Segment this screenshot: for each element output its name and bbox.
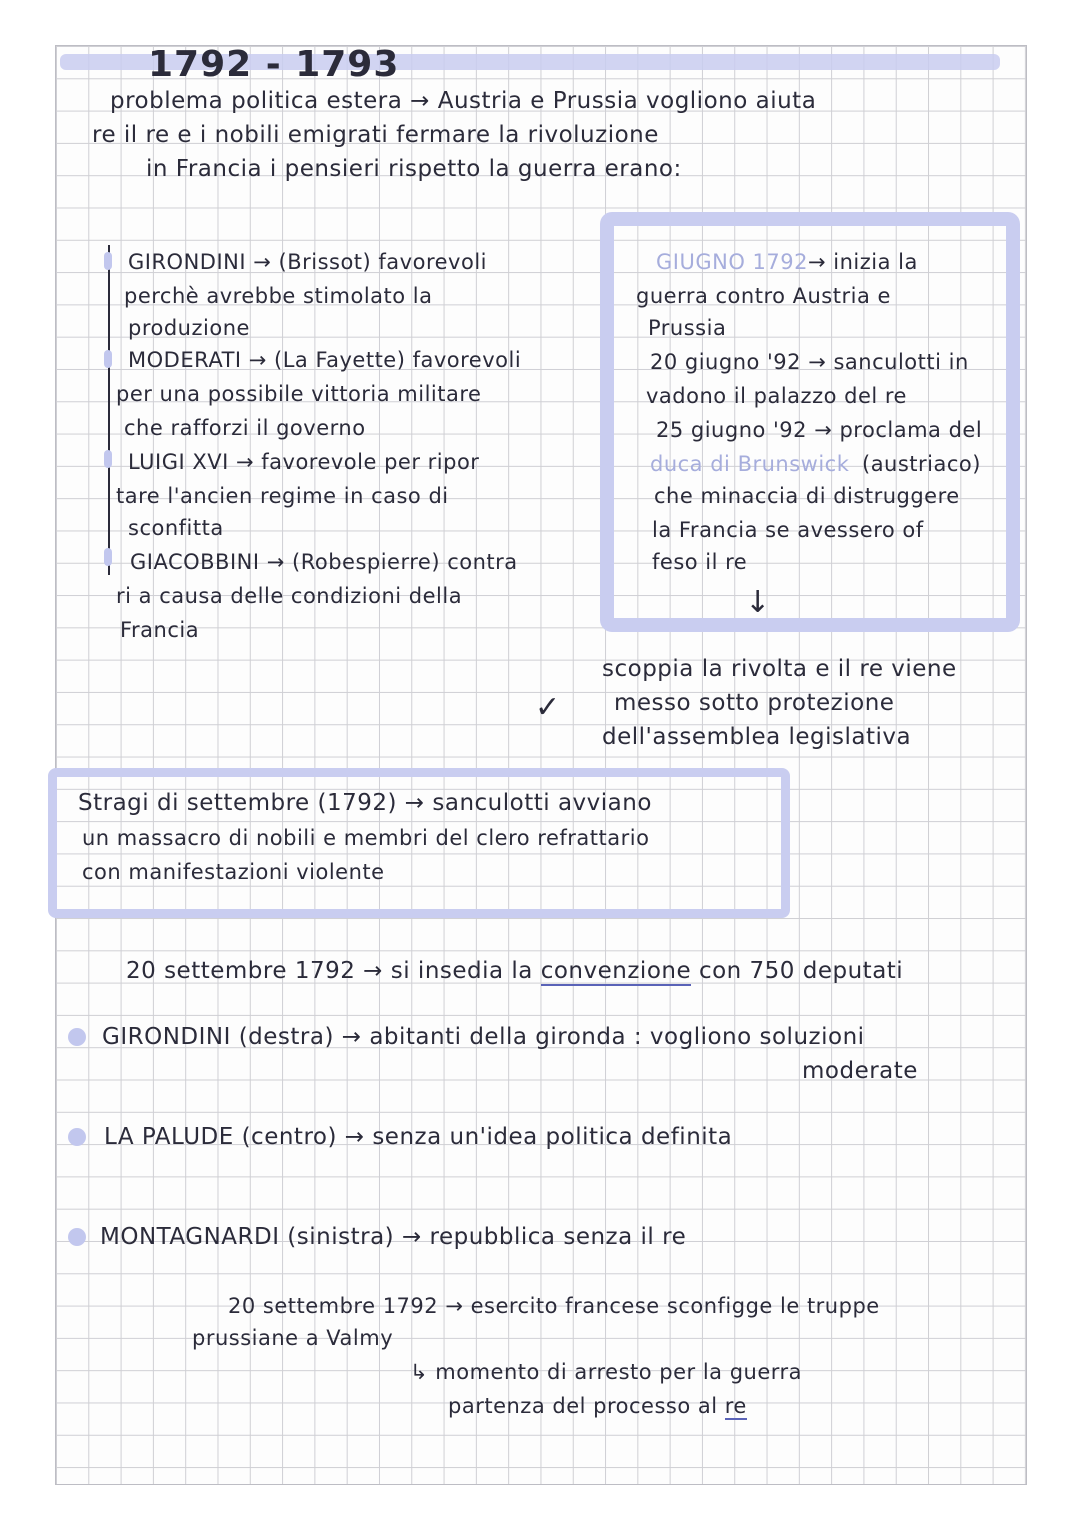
right-line-3: Prussia bbox=[648, 316, 727, 340]
left-line-3: produzione bbox=[128, 316, 250, 340]
left-line-10: GIACOBBINI → (Robespierre) contra bbox=[130, 550, 518, 574]
valmy-line-3: ↳ momento di arresto per la guerra bbox=[410, 1360, 803, 1384]
right-line-4: 20 giugno '92 → sanculotti in bbox=[650, 350, 969, 374]
bullet bbox=[104, 350, 112, 368]
right-line-10: feso il re bbox=[652, 550, 748, 574]
left-line-7: LUIGI XVI → favorevole per ripor bbox=[128, 450, 480, 474]
left-line-5: per una possibile vittoria militare bbox=[116, 382, 482, 406]
left-line-6: che rafforzi il governo bbox=[124, 416, 366, 440]
right-line-9: la Francia se avessero of bbox=[652, 518, 924, 542]
girondini-line: GIRONDINI (destra) → abitanti della gironda : vogliono soluzioni bbox=[102, 1024, 865, 1050]
stragi-line-3: con manifestazioni violente bbox=[82, 860, 385, 884]
right-line-2: guerra contro Austria e bbox=[636, 284, 891, 308]
valmy-line-4 bbox=[448, 1394, 747, 1418]
revolt-line-3: dell'assemblea legislativa bbox=[602, 724, 912, 750]
valmy-re: re bbox=[724, 1394, 747, 1418]
revolt-line-2: messo sotto protezione bbox=[614, 690, 895, 716]
convention-date: 20 settembre 1792 → si insedia la bbox=[126, 958, 533, 984]
right-line-7: (austriaco) bbox=[862, 452, 981, 476]
arrow-down-icon: ↓ bbox=[745, 585, 771, 620]
left-list-rule bbox=[108, 245, 110, 575]
revolt-line-1: scoppia la rivolta e il re viene bbox=[602, 656, 957, 682]
left-line-8: tare l'ancien regime in caso di bbox=[116, 484, 449, 508]
intro-line-1: problema politica estera → Austria e Prussia vogliono aiuta bbox=[110, 88, 817, 114]
girondini-line-2: moderate bbox=[802, 1058, 918, 1084]
bullet bbox=[68, 1128, 86, 1146]
bullet bbox=[104, 548, 112, 566]
right-line-8: che minaccia di distruggere bbox=[654, 484, 960, 508]
bullet bbox=[104, 252, 112, 270]
left-line-4: MODERATI → (La Fayette) favorevoli bbox=[128, 348, 522, 372]
right-line-1: → inizia la bbox=[808, 250, 918, 274]
palude-line: LA PALUDE (centro) → senza un'idea politica definita bbox=[104, 1124, 733, 1150]
stragi-line-2: un massacro di nobili e membri del clero refrattario bbox=[82, 826, 650, 850]
left-line-2: perchè avrebbe stimolato la bbox=[124, 284, 433, 308]
left-line-9: sconfitta bbox=[128, 516, 224, 540]
intro-line-2: re il re e i nobili emigrati fermare la rivoluzione bbox=[92, 122, 659, 148]
convention-deputies: con 750 deputati bbox=[698, 958, 904, 984]
intro-line-3: in Francia i pensieri rispetto la guerra erano: bbox=[146, 156, 682, 182]
right-line-5: vadono il palazzo del re bbox=[646, 384, 907, 408]
left-line-12: Francia bbox=[120, 618, 200, 642]
valmy-line-1: 20 settembre 1792 → esercito francese sconfigge le truppe bbox=[228, 1294, 880, 1318]
june-date: GIUGNO 1792 bbox=[656, 250, 808, 274]
valmy-line-2: prussiane a Valmy bbox=[192, 1326, 394, 1350]
bullet bbox=[104, 450, 112, 468]
convention-line bbox=[126, 958, 903, 984]
valmy-process: partenza del processo al bbox=[448, 1394, 718, 1418]
left-line-11: ri a causa delle condizioni della bbox=[116, 584, 463, 608]
brunswick-label: duca di Brunswick bbox=[650, 452, 850, 476]
check-icon: ✓ bbox=[535, 690, 561, 725]
left-line-1: GIRONDINI → (Brissot) favorevoli bbox=[128, 250, 487, 274]
right-line-6: 25 giugno '92 → proclama del bbox=[656, 418, 983, 442]
convention-word: convenzione bbox=[540, 958, 692, 984]
stragi-line-1: Stragi di settembre (1792) → sanculotti avviano bbox=[78, 790, 652, 816]
page-title: 1792 - 1793 bbox=[148, 44, 400, 85]
montagnardi-line: MONTAGNARDI (sinistra) → repubblica senza il re bbox=[100, 1224, 687, 1250]
bullet bbox=[68, 1228, 86, 1246]
bullet bbox=[68, 1028, 86, 1046]
